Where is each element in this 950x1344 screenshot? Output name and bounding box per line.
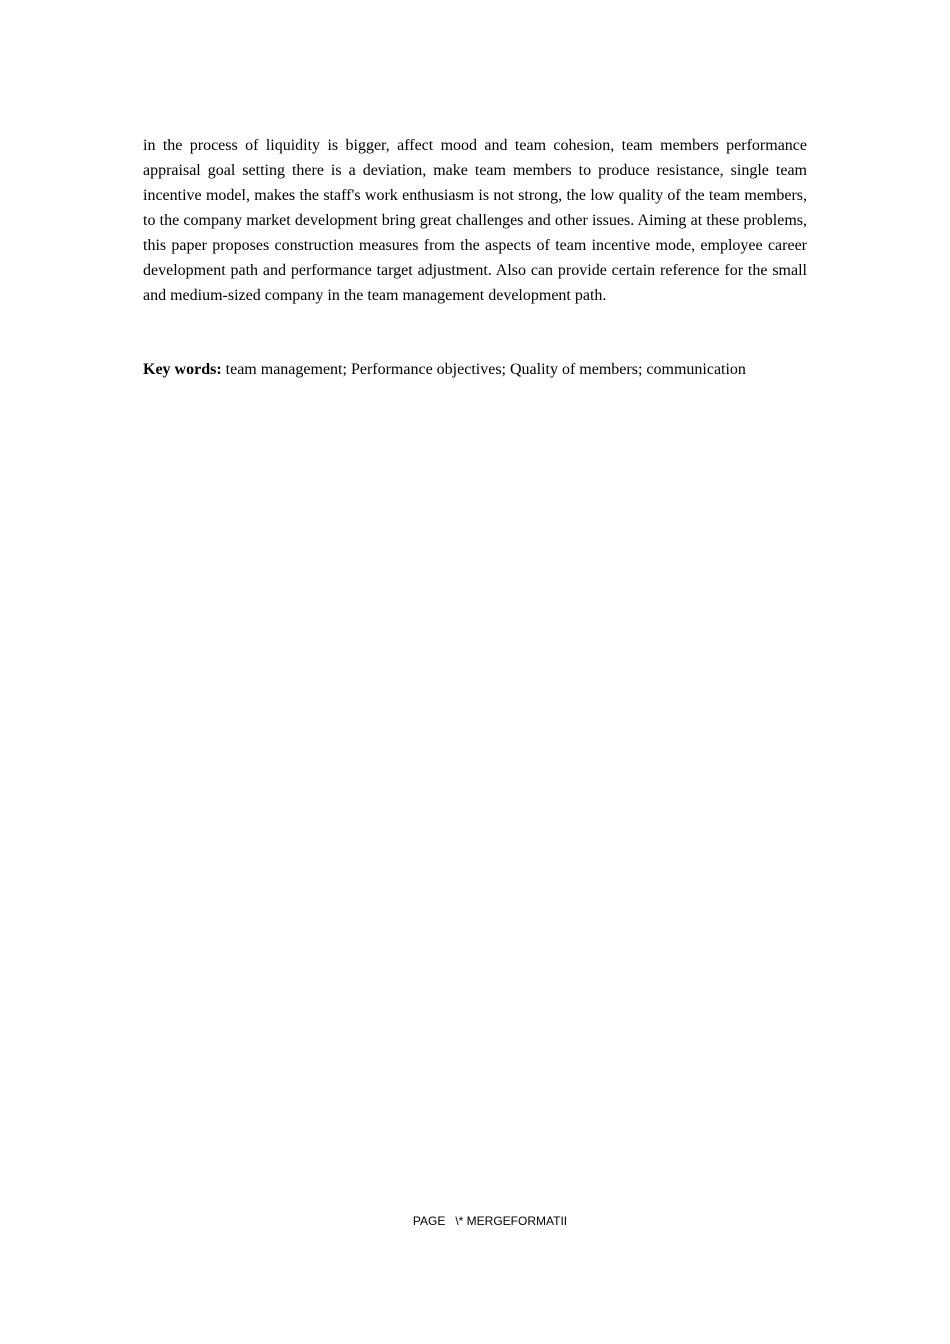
- keywords-line: [143, 357, 807, 382]
- keywords-label: Key words:: [143, 361, 222, 378]
- page-footer-field: PAGE \* MERGEFORMATII: [412, 1214, 568, 1228]
- abstract-paragraph: in the process of liquidity is bigger, affect mood and team cohesion, team members performance appraisal goal setting there is a deviation, make team members to produce resistance, single team incentive model, makes the staff's work enthusiasm is not strong, the low quality of the team members, to the company market development bring great challenges and other issues. Aiming at these problems, this paper proposes construction measures from the aspects of team incentive mode, employee career development path and performance target adjustment. Also can provide certain reference for the small and medium-sized company in the team management development path.: [143, 137, 807, 304]
- keywords-text: team management; Performance objectives; Quality of members; communication: [221, 361, 746, 378]
